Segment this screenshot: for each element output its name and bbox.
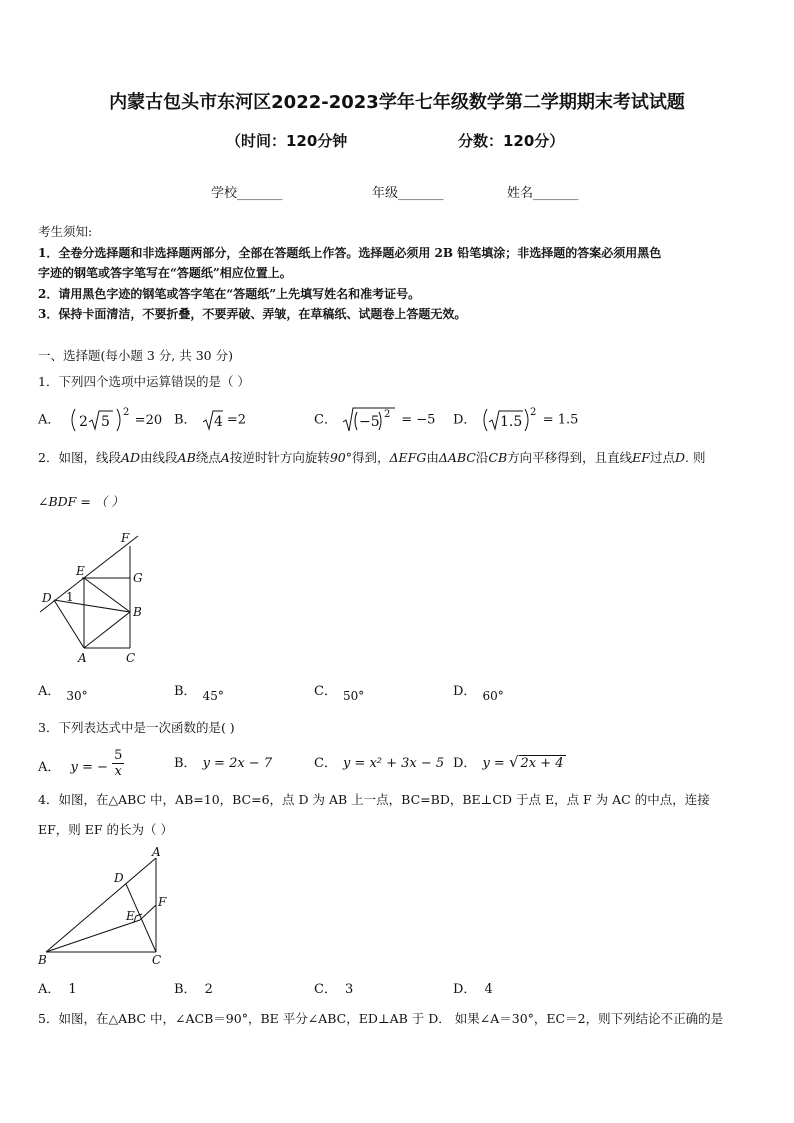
svg-text:2: 2 bbox=[529, 407, 536, 418]
option-label: D． bbox=[453, 412, 477, 428]
section-heading: 一、选择题(每小题 3 分, 共 30 分) bbox=[38, 348, 233, 363]
q1-a-rhs: =20 bbox=[134, 412, 163, 428]
exam-time: （时间：120分钟 bbox=[226, 132, 348, 150]
option-value: 4 bbox=[484, 982, 493, 997]
svg-text:−5: −5 bbox=[359, 414, 380, 430]
notice-line: 3．保持卡面清洁，不要折叠，不要弄破、弄皱，在草稿纸、试题卷上答题无效。 bbox=[38, 307, 467, 321]
notice-line: 2．请用黑色字迹的钢笔或答字笔在“答题纸”上先填写姓名和准考证号。 bbox=[38, 287, 421, 301]
q2-option-b bbox=[174, 680, 224, 703]
fig-label-1: 1 bbox=[66, 590, 74, 604]
q1-option-d bbox=[453, 405, 578, 435]
fig-label-a: A bbox=[78, 651, 87, 665]
fig-label-a: A bbox=[152, 845, 161, 859]
fig-label-f: F bbox=[121, 531, 130, 545]
q3-option-b bbox=[174, 752, 272, 771]
q4-option-b bbox=[174, 978, 213, 997]
q1-option-a bbox=[38, 405, 180, 435]
q2-text: 方向平移得到，且直线 bbox=[507, 450, 633, 465]
fig-label-f: F bbox=[158, 895, 167, 909]
q2-option-c bbox=[314, 680, 365, 703]
q1-b-formula bbox=[201, 405, 223, 435]
q3-option-c bbox=[314, 752, 444, 771]
fig-label-b: B bbox=[38, 953, 47, 967]
q4-line2: EF，则 EF 的长为（ ） bbox=[38, 822, 174, 837]
q3-d-radicand: 2x + 4 bbox=[520, 756, 564, 771]
q1-d-rhs: = 1.5 bbox=[542, 412, 579, 428]
fraction-denominator: x bbox=[114, 764, 122, 779]
option-label: B． bbox=[174, 756, 197, 771]
q2-text: 由 bbox=[426, 450, 439, 465]
q2-text: 2．如图，线段 bbox=[38, 450, 121, 465]
q2-stem bbox=[38, 448, 705, 468]
svg-text:1.5: 1.5 bbox=[499, 414, 522, 430]
option-label: B． bbox=[174, 684, 197, 699]
q3-c-expr: y = x² + 3x − 5 bbox=[342, 756, 445, 771]
page-title: 内蒙古包头市东河区2022-2023学年七年级数学第二学期期末考试试题 bbox=[109, 92, 685, 113]
option-value: 3 bbox=[344, 982, 354, 997]
q3-option-a bbox=[38, 748, 124, 783]
option-label: C． bbox=[314, 756, 337, 771]
q2-text: 由线段 bbox=[140, 450, 178, 465]
q2-option-d bbox=[453, 680, 504, 703]
q4-option-a bbox=[38, 978, 77, 997]
option-label: C． bbox=[314, 684, 337, 699]
q2-text: 按逆时针方向旋转 bbox=[229, 450, 330, 465]
svg-text:2: 2 bbox=[384, 409, 391, 420]
svg-text:2: 2 bbox=[78, 414, 88, 430]
option-label: B． bbox=[174, 412, 197, 428]
fig-label-e: E bbox=[76, 564, 85, 578]
q3-a-fraction bbox=[112, 748, 124, 779]
option-value: 2 bbox=[204, 982, 213, 997]
q4-option-d bbox=[453, 978, 493, 997]
q3-a-expr: y = − bbox=[70, 760, 108, 775]
q2-math: CB bbox=[488, 450, 508, 465]
q3-stem: 3．下列表达式中是一次函数的是( ) bbox=[38, 720, 235, 735]
q2-math: 90° bbox=[329, 450, 352, 465]
option-value: 50° bbox=[342, 689, 365, 703]
option-value: 1 bbox=[68, 982, 77, 997]
q4-figure bbox=[34, 844, 174, 970]
option-label: A． bbox=[38, 412, 61, 428]
notice-line: 1．全卷分选择题和非选择题两部分，全部在答题纸上作答。选择题必须用 2B 铅笔填涂；非选择题的答案必须用黑色 bbox=[38, 246, 662, 260]
q4-line1: 4．如图，在△ABC 中，AB=10，BC=6，点 D 为 AB 上一点，BC=BD，BE⊥CD 于点 E，点 F 为 AC 的中点，连接 bbox=[38, 792, 710, 807]
option-value: 45° bbox=[202, 689, 224, 703]
q3-option-d bbox=[453, 752, 566, 771]
q3-d-expr: y = bbox=[482, 756, 509, 771]
q1-stem: 1．下列四个选项中运算错误的是（ ） bbox=[38, 374, 250, 389]
q5-line1: 5．如图，在△ABC 中，∠ACB＝90°，BE 平分∠ABC，ED⊥AB 于 D． 如果∠A＝30°，EC＝2，则下列结论不正确的是 bbox=[38, 1011, 724, 1026]
q2-math: AB bbox=[177, 450, 196, 465]
q1-b-rhs: =2 bbox=[226, 412, 247, 428]
q1-option-b bbox=[174, 405, 246, 435]
option-label: C． bbox=[314, 412, 337, 428]
svg-text:2: 2 bbox=[122, 407, 129, 418]
q2-math: ΔEFG bbox=[389, 450, 427, 465]
q2-text: 绕点 bbox=[195, 450, 221, 465]
fig-label-d: D bbox=[42, 591, 52, 605]
fig-label-e: E bbox=[126, 909, 135, 923]
option-label: D． bbox=[453, 982, 477, 997]
option-label: D． bbox=[453, 684, 477, 699]
option-value: 60° bbox=[482, 689, 504, 703]
school-field: 学校_______ bbox=[211, 186, 283, 201]
fig-label-c: C bbox=[126, 651, 136, 665]
svg-text:4: 4 bbox=[213, 414, 223, 430]
option-label: A． bbox=[38, 760, 61, 775]
q2-text: 得到， bbox=[351, 450, 390, 465]
svg-text:5: 5 bbox=[100, 414, 110, 430]
q1-c-rhs: = −5 bbox=[401, 412, 436, 428]
q2-math: D bbox=[674, 450, 686, 465]
option-label: D． bbox=[453, 756, 477, 771]
q1-d-formula bbox=[481, 405, 539, 435]
q2-option-a bbox=[38, 680, 88, 703]
q4-option-c bbox=[314, 978, 353, 997]
option-label: C． bbox=[314, 982, 337, 997]
q2-math: EF bbox=[632, 450, 650, 465]
q2-math: ΔABC bbox=[438, 450, 476, 465]
q3-b-expr: y = 2x − 7 bbox=[202, 756, 273, 771]
option-label: A． bbox=[38, 684, 61, 699]
exam-score: 分数：120分） bbox=[458, 132, 565, 150]
notice-heading: 考生须知: bbox=[38, 224, 93, 239]
fraction-numerator: 5 bbox=[114, 748, 123, 763]
q2-text: . 则 bbox=[685, 450, 706, 465]
option-label: B． bbox=[174, 982, 197, 997]
sqrt-sign: √ bbox=[508, 753, 519, 771]
q1-c-formula bbox=[341, 405, 397, 435]
grade-field: 年级_______ bbox=[372, 186, 444, 201]
option-label: A． bbox=[38, 982, 61, 997]
q2-figure bbox=[36, 528, 156, 668]
fig-label-d: D bbox=[114, 871, 124, 885]
q1-option-c bbox=[314, 405, 435, 435]
q2-text: 过点 bbox=[649, 450, 675, 465]
q2-text: 沿 bbox=[475, 450, 489, 465]
name-field: 姓名_______ bbox=[507, 186, 579, 201]
q2-math: AD bbox=[120, 450, 141, 465]
q2-math: A bbox=[220, 450, 230, 465]
fig-label-g: G bbox=[133, 571, 143, 585]
option-value: 30° bbox=[66, 689, 88, 703]
fig-label-c: C bbox=[152, 953, 162, 967]
fig-label-b: B bbox=[133, 605, 142, 619]
q2-line2: ∠BDF = （ ） bbox=[38, 494, 124, 509]
notice-line: 字迹的钢笔或答字笔写在“答题纸”相应位置上。 bbox=[38, 266, 292, 280]
